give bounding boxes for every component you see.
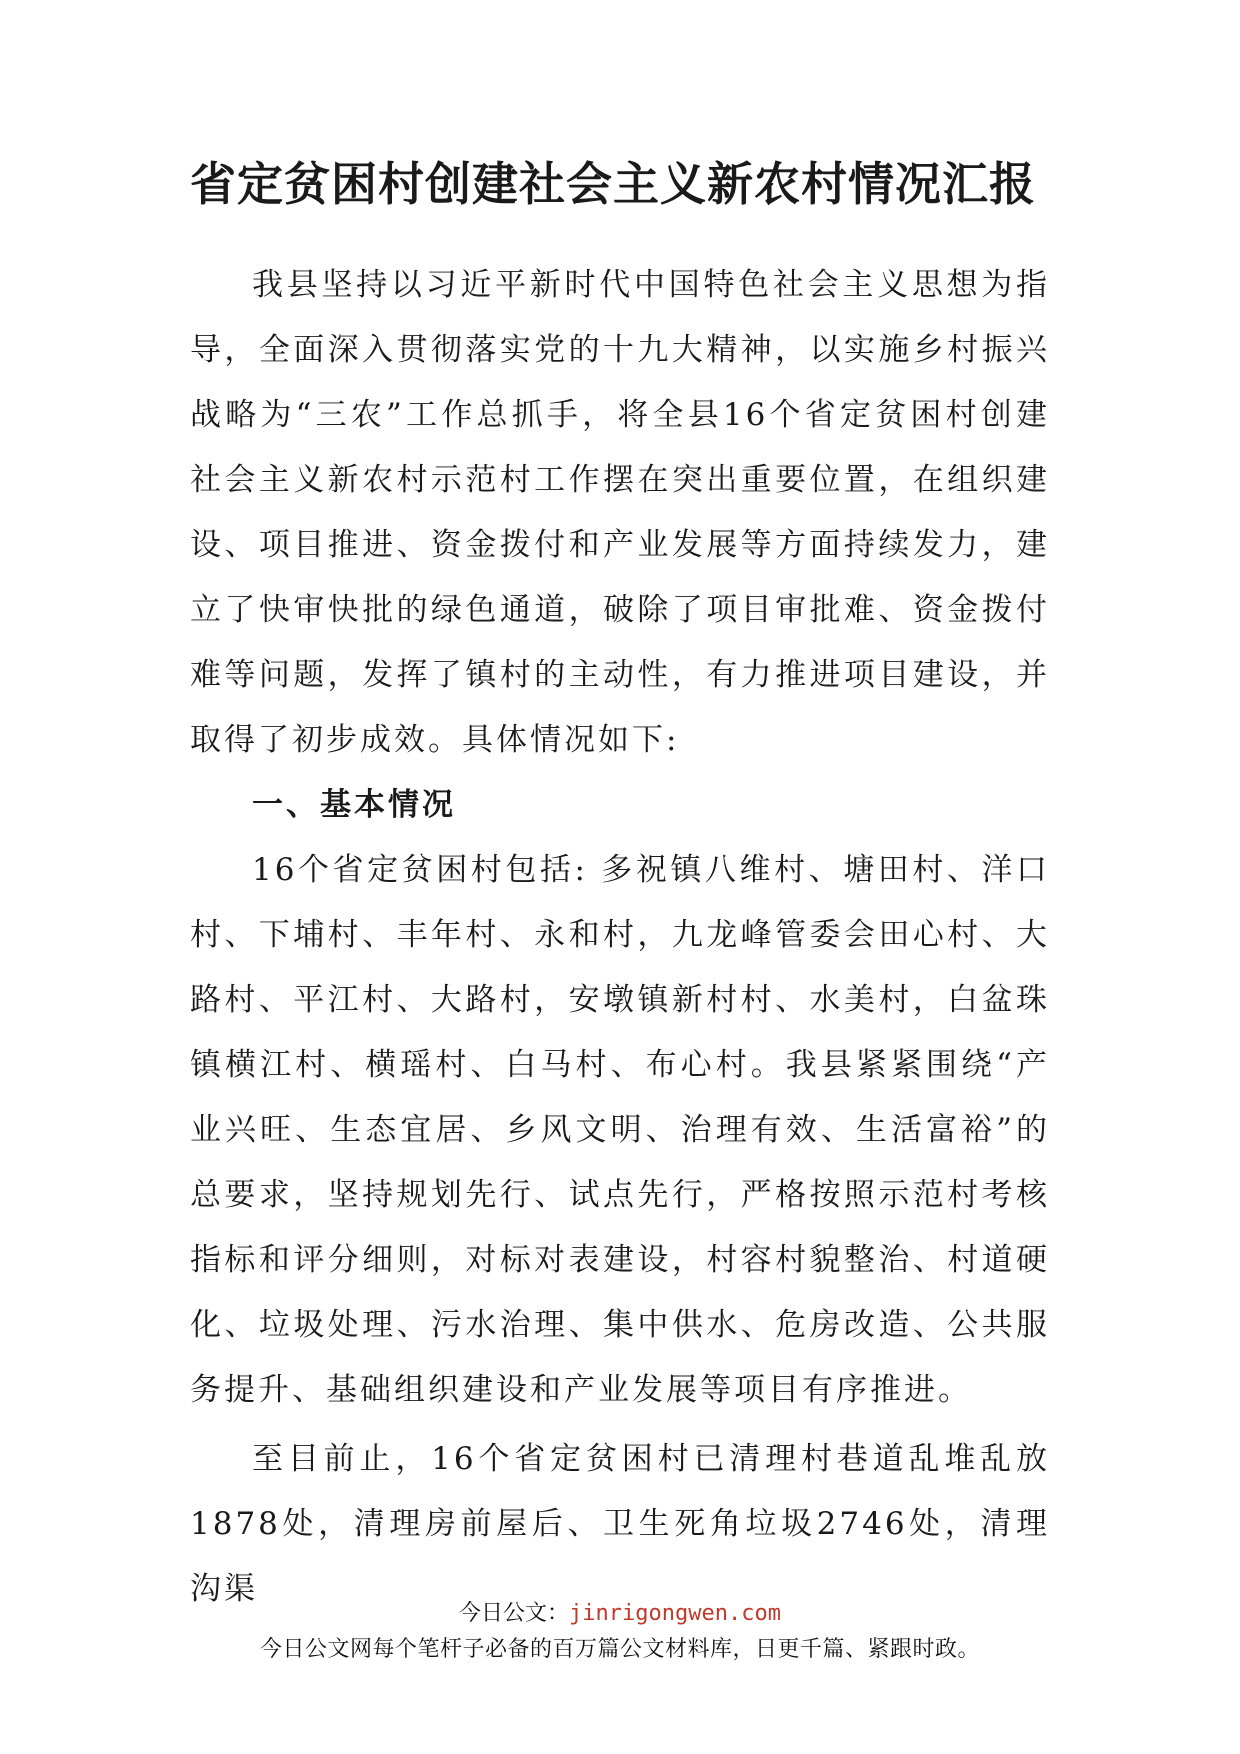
footer-site-line	[0, 1596, 1240, 1632]
section1-paragraph-progress: 至目前止，16个省定贫困村已清理村巷道乱堆乱放1878处，清理房前屋后、卫生死角垃圾2746处，清理沟渠	[190, 1441, 1050, 1607]
document-title: 省定贫困村创建社会主义新农村情况汇报	[190, 157, 1036, 211]
intro-paragraph: 我县坚持以习近平新时代中国特色社会主义思想为指导，全面深入贯彻落实党的十九大精神，以实施乡村振兴战略为“三农”工作总抓手，将全县16个省定贫困村创建社会主义新农村示范村工作摆在突出重要位置，在组织建设、项目推进、资金拨付和产业发展等方面持续发力，建立了快审快批的绿色通道，破除了项目审批难、资金拨付难等问题，发挥了镇村的主动性，有力推进项目建设，并取得了初步成效。具体情况如下:	[190, 267, 1050, 758]
section-heading-basic-situation: 一、基本情况	[252, 787, 456, 823]
footer-site-domain-link[interactable]: jinrigongwen.com	[569, 1601, 781, 1626]
footer-site-label: 今日公文：	[459, 1601, 570, 1626]
section1-paragraph-villages: 16个省定贫困村包括: 多祝镇八维村、塘田村、洋口村、下埔村、丰年村、永和村，九龙峰管委会田心村、大路村、平江村、大路村，安墩镇新村村、水美村，白盆珠镇横江村、横瑶村、白马村、布心村。我县紧紧围绕“产业兴旺、生态宜居、乡风文明、治理有效、生活富裕”的总要求，坚持规划先行、试点先行，严格按照示范村考核指标和评分细则，对标对表建设，村容村貌整治、村道硬化、垃圾处理、污水治理、集中供水、危房改造、公共服务提升、基础组织建设和产业发展等项目有序推进。	[190, 852, 1050, 1408]
document-body	[190, 253, 1050, 1622]
footer-slogan: 今日公文网每个笔杆子必备的百万篇公文材料库，日更千篇、紧跟时政。	[259, 1637, 980, 1662]
page-footer	[0, 1596, 1240, 1668]
